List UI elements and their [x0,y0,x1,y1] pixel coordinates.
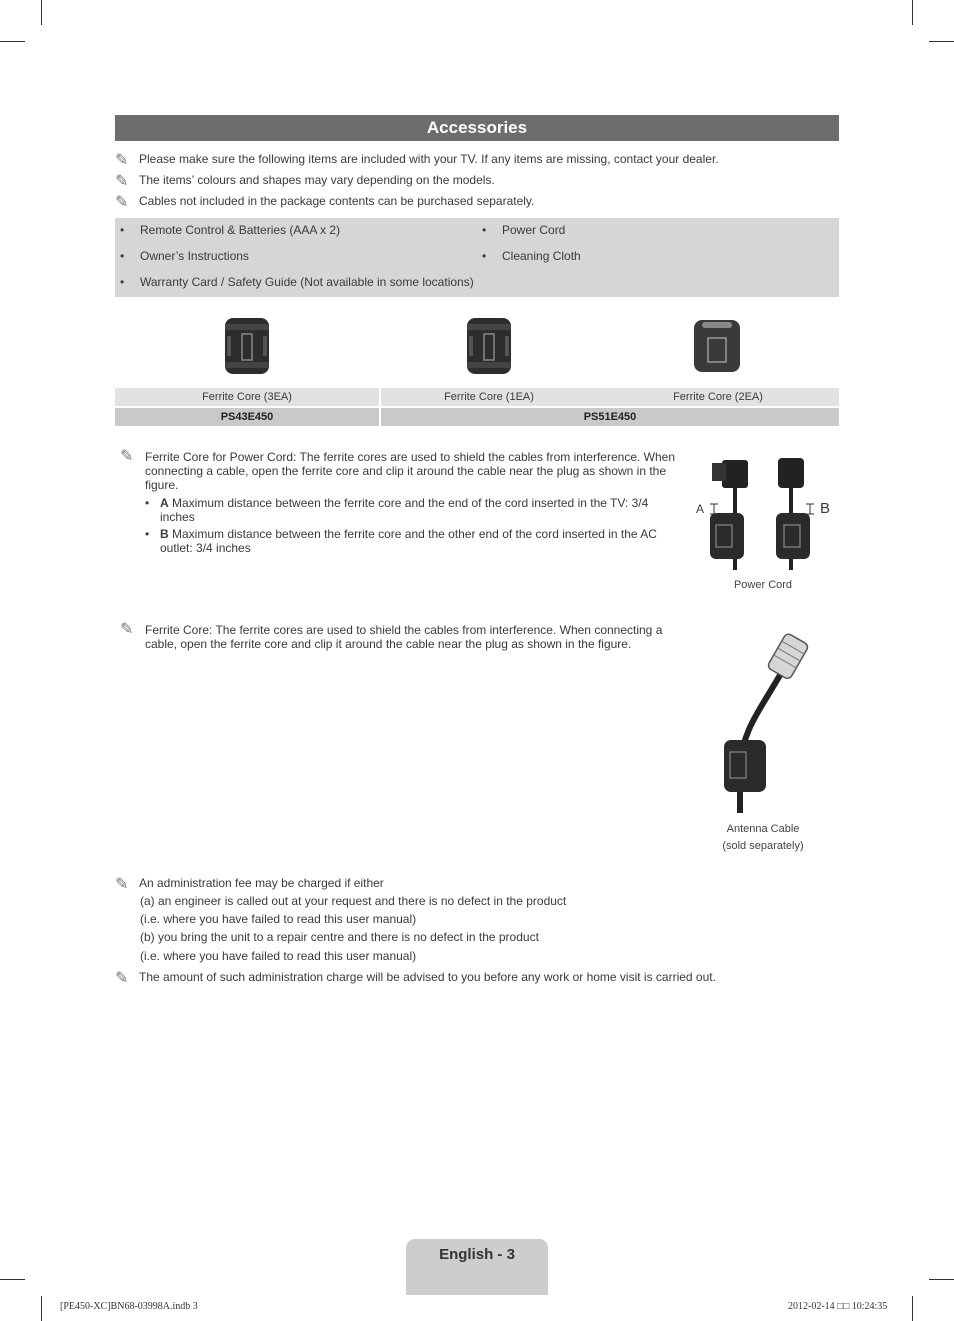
crop-mark [0,1279,25,1280]
pencil-note-icon: ✎ [115,173,129,190]
crop-mark [929,1279,954,1280]
note-subline: (i.e. where you have failed to read this user manual) [140,912,417,926]
crop-mark [912,1296,913,1321]
crop-mark [41,1296,42,1321]
list-item: • Power Cord [482,223,566,237]
pencil-note-icon: ✎ [115,970,129,987]
antenna-cable-figure [712,628,812,818]
pencil-note-icon: ✎ [120,448,134,465]
antenna-note-text: Ferrite Core: The ferrite cores are used to shield the cables from interference. When connecting a cable, open the ferrite core and clip it around the cable near the plug as shown in the figure. [145,623,663,651]
figure-caption: Power Cord [733,579,793,591]
list-item: • Owner’s Instructions [120,249,249,263]
figure-caption: (sold separately) [722,840,804,852]
list-bullet: • [145,496,150,510]
crop-mark [41,0,42,25]
note-subline: (b) you bring the unit to a repair centre and there is no defect in the product [140,930,539,944]
table-cell: PS51E450 [381,408,839,426]
note-line: ✎ Cables not included in the package contents can be purchased separately. [115,194,535,211]
ferrite-core-image [222,316,272,376]
section-title: Accessories [115,115,839,141]
crop-mark [912,0,913,25]
list-item: • Cleaning Cloth [482,249,581,263]
crop-mark [0,41,25,42]
note-item-b: B Maximum distance between the ferrite core and the other end of the cord inserted in the AC outlet: 3/4 inches [160,527,657,555]
figure-label-a: A [696,502,705,516]
power-cord-figure [694,455,834,575]
print-slug-left: [PE450-XC]BN68-03998A.indb 3 [60,1301,198,1312]
note-subline: (a) an engineer is called out at your request and there is no defect in the product [140,894,567,908]
ferrite-core-image [464,316,514,376]
pencil-note-icon: ✎ [115,152,129,169]
table-cell: Ferrite Core (1EA) [444,391,534,403]
table-cell: Ferrite Core (3EA) [115,388,379,406]
table-cell: PS43E450 [115,408,379,426]
table-cell: Ferrite Core (2EA) [673,391,763,403]
page-number-tab: English - 3 [406,1239,548,1295]
note-line: ✎ An administration fee may be charged if either [115,876,384,893]
note-line: ✎ Please make sure the following items are included with your TV. If any items are missing, contact your dealer. [115,152,719,169]
list-bullet: • [145,527,150,541]
pencil-note-icon: ✎ [120,621,134,638]
figure-label-b: B [820,500,831,517]
pencil-note-icon: ✎ [115,194,129,211]
note-subline: (i.e. where you have failed to read this user manual) [140,949,417,963]
ferrite-core-image [692,318,742,374]
print-slug-right: 2012-02-14 □□ 10:24:35 [788,1301,888,1312]
note-item-a: A Maximum distance between the ferrite core and the end of the cord inserted in the TV: 3/4 inches [160,496,649,524]
list-item: • Remote Control & Batteries (AAA x 2) [120,223,341,237]
note-line: ✎ The amount of such administration charge will be advised to you before any work or home visit is carried out. [115,970,716,987]
note-line: ✎ The items’ colours and shapes may vary depending on the models. [115,173,495,190]
pencil-note-icon: ✎ [115,876,129,893]
crop-mark [929,41,954,42]
list-item: • Warranty Card / Safety Guide (Not available in some locations) [120,275,474,289]
figure-caption: Antenna Cable [726,823,800,835]
power-cord-note-text: Ferrite Core for Power Cord: The ferrite cores are used to shield the cables from interference. When connecting a cable, open the ferrite core and clip it around the cable near the plug as shown in the figure. [145,450,676,492]
